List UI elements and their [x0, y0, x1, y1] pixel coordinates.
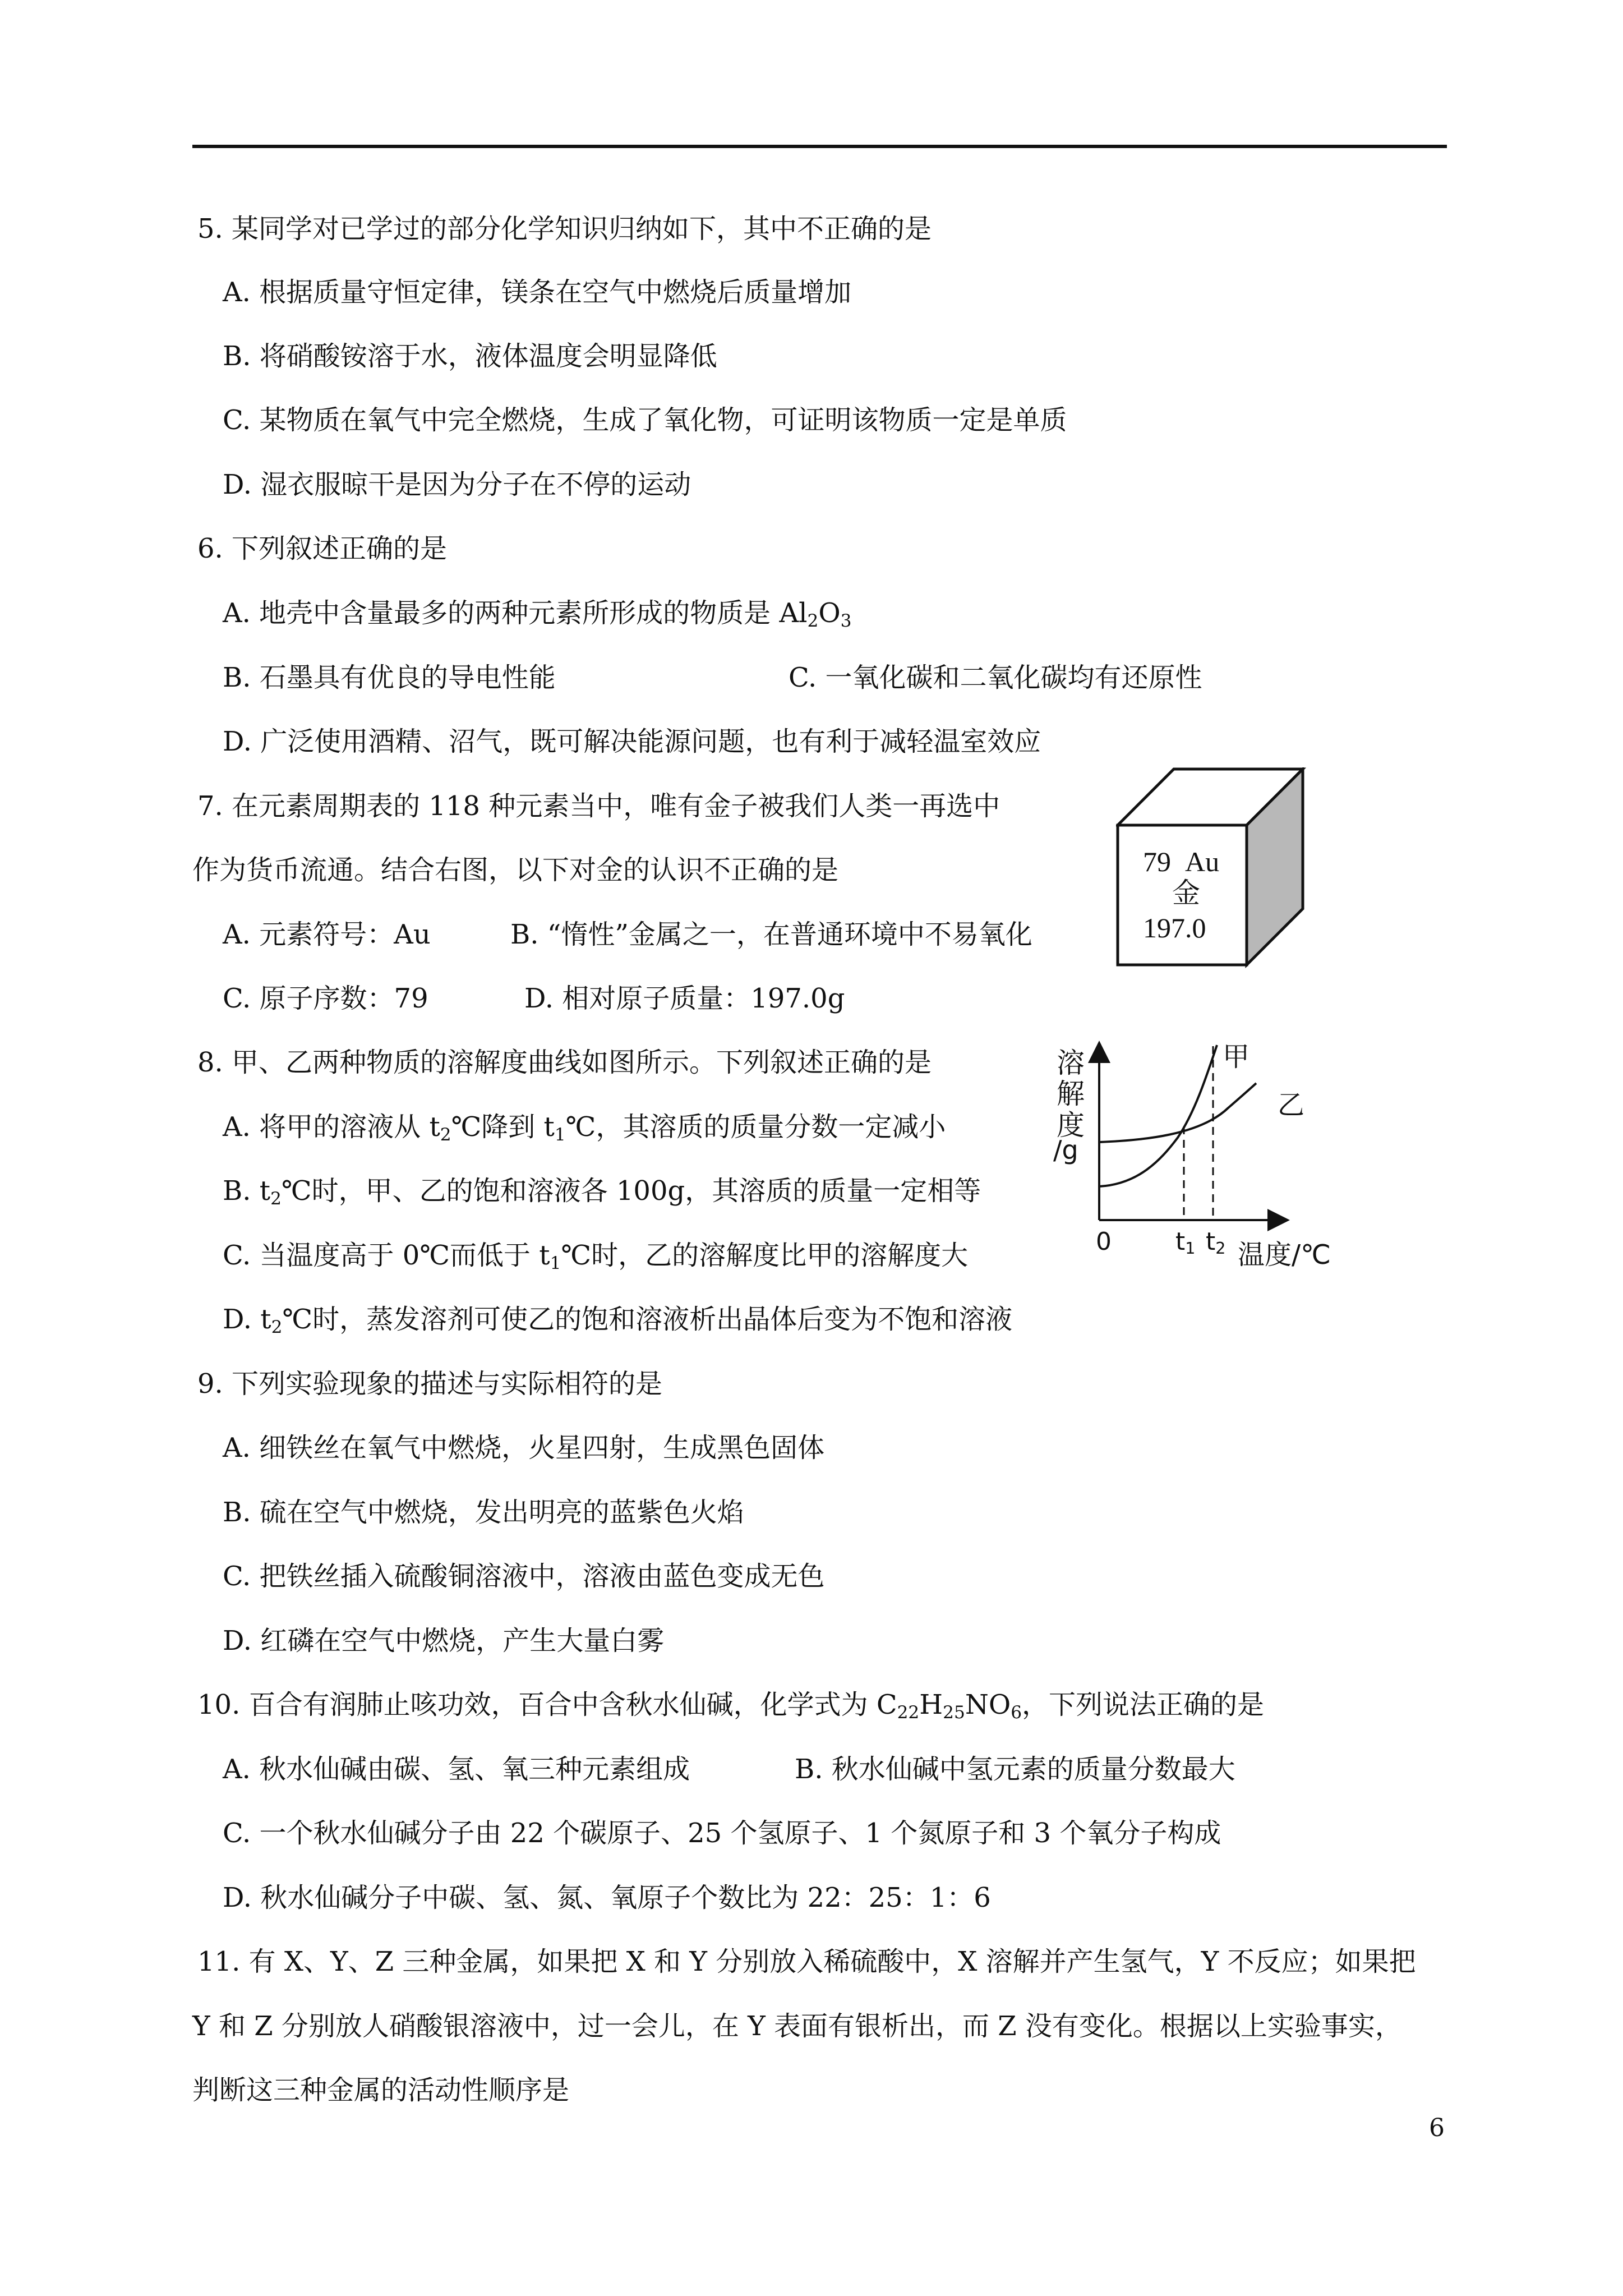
text: ℃降到 t — [451, 1111, 555, 1143]
subscript: 1 — [550, 1253, 561, 1273]
question-6-option-b: B. 石墨具有优良的导电性能 — [223, 662, 556, 693]
text: ℃，其溶质的质量分数一定减小 — [565, 1111, 946, 1143]
question-8-option-c — [223, 1239, 968, 1280]
t2-subscript: 2 — [1215, 1239, 1226, 1258]
gold-element-card — [1116, 767, 1318, 972]
text: ℃时，乙的溶解度比甲的溶解度大 — [561, 1240, 969, 1271]
text: ℃时，蒸发溶剂可使乙的饱和溶液析出晶体后变为不饱和溶液 — [282, 1304, 1013, 1335]
subscript: 2 — [270, 1188, 282, 1209]
y-label-3: 度 — [1057, 1109, 1085, 1142]
question-10-option-a: A. 秋水仙碱由碳、氢、氧三种元素组成 — [223, 1754, 690, 1785]
question-5-option-b: B. 将硝酸铵溶于水，液体温度会明显降低 — [223, 341, 717, 372]
curve-yi-label: 乙 — [1278, 1089, 1305, 1121]
question-9-option-d: D. 红磷在空气中燃烧，产生大量白雾 — [223, 1625, 665, 1657]
option-a-text: A. 地壳中含量最多的两种元素所形成的物质是 Al — [223, 597, 808, 629]
question-6-stem: 6. 下列叙述正确的是 — [197, 533, 448, 564]
question-8-option-d — [223, 1303, 1012, 1344]
subscript: 1 — [554, 1124, 566, 1145]
question-6-option-d: D. 广泛使用酒精、沼气，既可解决能源问题，也有利于减轻温室效应 — [223, 726, 1041, 757]
atomic-mass: 197.0 — [1143, 912, 1206, 944]
atomic-number-symbol — [1143, 846, 1219, 877]
question-6-option-a — [223, 596, 852, 638]
element-name: 金 — [1172, 877, 1200, 909]
question-7-stem-line2: 作为货币流通。结合右图，以下对金的认识不正确的是 — [192, 854, 839, 886]
question-7-option-a: A. 元素符号：Au — [223, 919, 431, 950]
question-10-option-b: B. 秋水仙碱中氢元素的质量分数最大 — [795, 1754, 1235, 1785]
text: A. 将甲的溶液从 t — [223, 1111, 440, 1143]
text: NO — [965, 1689, 1011, 1720]
question-8-stem: 8. 甲、乙两种物质的溶解度曲线如图所示。下列叙述正确的是 — [197, 1047, 932, 1078]
question-11-line2: Y 和 Z 分别放人硝酸银溶液中，过一会儿，在 Y 表面有银析出，而 Z 没有变化。根据以上实验事实， — [192, 2010, 1402, 2042]
subscript: 25 — [943, 1702, 965, 1723]
y-unit: /g — [1053, 1135, 1078, 1165]
text: 10. 百合有润肺止咳功效，百合中含秋水仙碱，化学式为 C — [197, 1689, 897, 1720]
x-label: 温度/℃ — [1238, 1239, 1331, 1271]
text: C. 当温度高于 0℃而低于 t — [223, 1240, 550, 1271]
atomic-number: 79 — [1143, 846, 1171, 877]
question-10-option-d: D. 秋水仙碱分子中碳、氢、氮、氧原子个数比为 22：25：1：6 — [223, 1882, 991, 1913]
question-6-option-c: C. 一氧化碳和二氧化碳均有还原性 — [789, 662, 1202, 693]
question-9-option-a: A. 细铁丝在氧气中燃烧，火星四射，生成黑色固体 — [223, 1432, 825, 1464]
curve-jia — [1099, 1045, 1217, 1186]
subscript: 2 — [440, 1124, 451, 1145]
subscript: 2 — [807, 610, 819, 631]
text: ℃时，甲、乙的饱和溶液各 100g，其溶质的质量一定相等 — [281, 1175, 981, 1207]
subscript: 2 — [271, 1317, 283, 1337]
question-7-stem-line1: 7. 在元素周期表的 118 种元素当中，唯有金子被我们人类一再选中 — [197, 790, 1000, 822]
question-5-option-c: C. 某物质在氧气中完全燃烧，生成了氧化物，可证明该物质一定是单质 — [223, 404, 1067, 436]
t1-label — [1175, 1227, 1195, 1258]
text: B. t — [223, 1175, 271, 1207]
subscript: 22 — [897, 1702, 920, 1723]
curve-jia-label: 甲 — [1223, 1041, 1250, 1073]
t2-label — [1206, 1227, 1225, 1258]
text: H — [919, 1689, 943, 1720]
question-7-option-d: D. 相对原子质量：197.0g — [524, 983, 845, 1014]
page-number: 6 — [1429, 2114, 1445, 2142]
subscript: 3 — [840, 610, 852, 631]
text: ，下列说法正确的是 — [1022, 1689, 1265, 1720]
question-7-option-b: B. “惰性”金属之一，在普通环境中不易氧化 — [510, 919, 1032, 950]
question-7-option-c: C. 原子序数：79 — [223, 983, 428, 1014]
question-9-option-c: C. 把铁丝插入硫酸铜溶液中，溶液由蓝色变成无色 — [223, 1561, 825, 1592]
t1-text: t — [1175, 1227, 1186, 1256]
question-5-option-a: A. 根据质量守恒定律，镁条在空气中燃烧后质量增加 — [223, 277, 852, 308]
curve-yi — [1099, 1083, 1256, 1142]
t2-text: t — [1206, 1227, 1216, 1256]
origin-label: 0 — [1096, 1227, 1112, 1256]
t1-subscript: 1 — [1185, 1239, 1196, 1258]
question-8-option-b — [223, 1174, 981, 1216]
y-label-2: 解 — [1057, 1078, 1085, 1110]
header-rule — [192, 145, 1447, 148]
text: D. t — [223, 1304, 271, 1335]
question-11-line1: 11. 有 X、Y、Z 三种金属，如果把 X 和 Y 分别放入稀硫酸中，X 溶解并产生氢气，Y 不反应；如果把 — [197, 1946, 1416, 1977]
question-5-option-d: D. 湿衣服晾干是因为分子在不停的运动 — [223, 469, 691, 500]
question-11-line3: 判断这三种金属的活动性顺序是 — [192, 2074, 570, 2106]
question-10-stem — [197, 1688, 1264, 1729]
question-10-option-c: C. 一个秋水仙碱分子由 22 个碳原子、25 个氢原子、1 个氮原子和 3 个氧分子构成 — [223, 1818, 1221, 1849]
question-5-stem: 5. 某同学对已学过的部分化学知识归纳如下，其中不正确的是 — [197, 213, 932, 245]
element-symbol: Au — [1185, 846, 1220, 877]
question-9-stem: 9. 下列实验现象的描述与实际相符的是 — [197, 1368, 663, 1400]
subscript: 6 — [1011, 1702, 1022, 1723]
question-9-option-b: B. 硫在空气中燃烧，发出明亮的蓝紫色火焰 — [223, 1497, 744, 1528]
question-8-option-a — [223, 1110, 946, 1152]
y-label-1: 溶 — [1057, 1047, 1085, 1079]
formula-part: O — [818, 597, 841, 629]
